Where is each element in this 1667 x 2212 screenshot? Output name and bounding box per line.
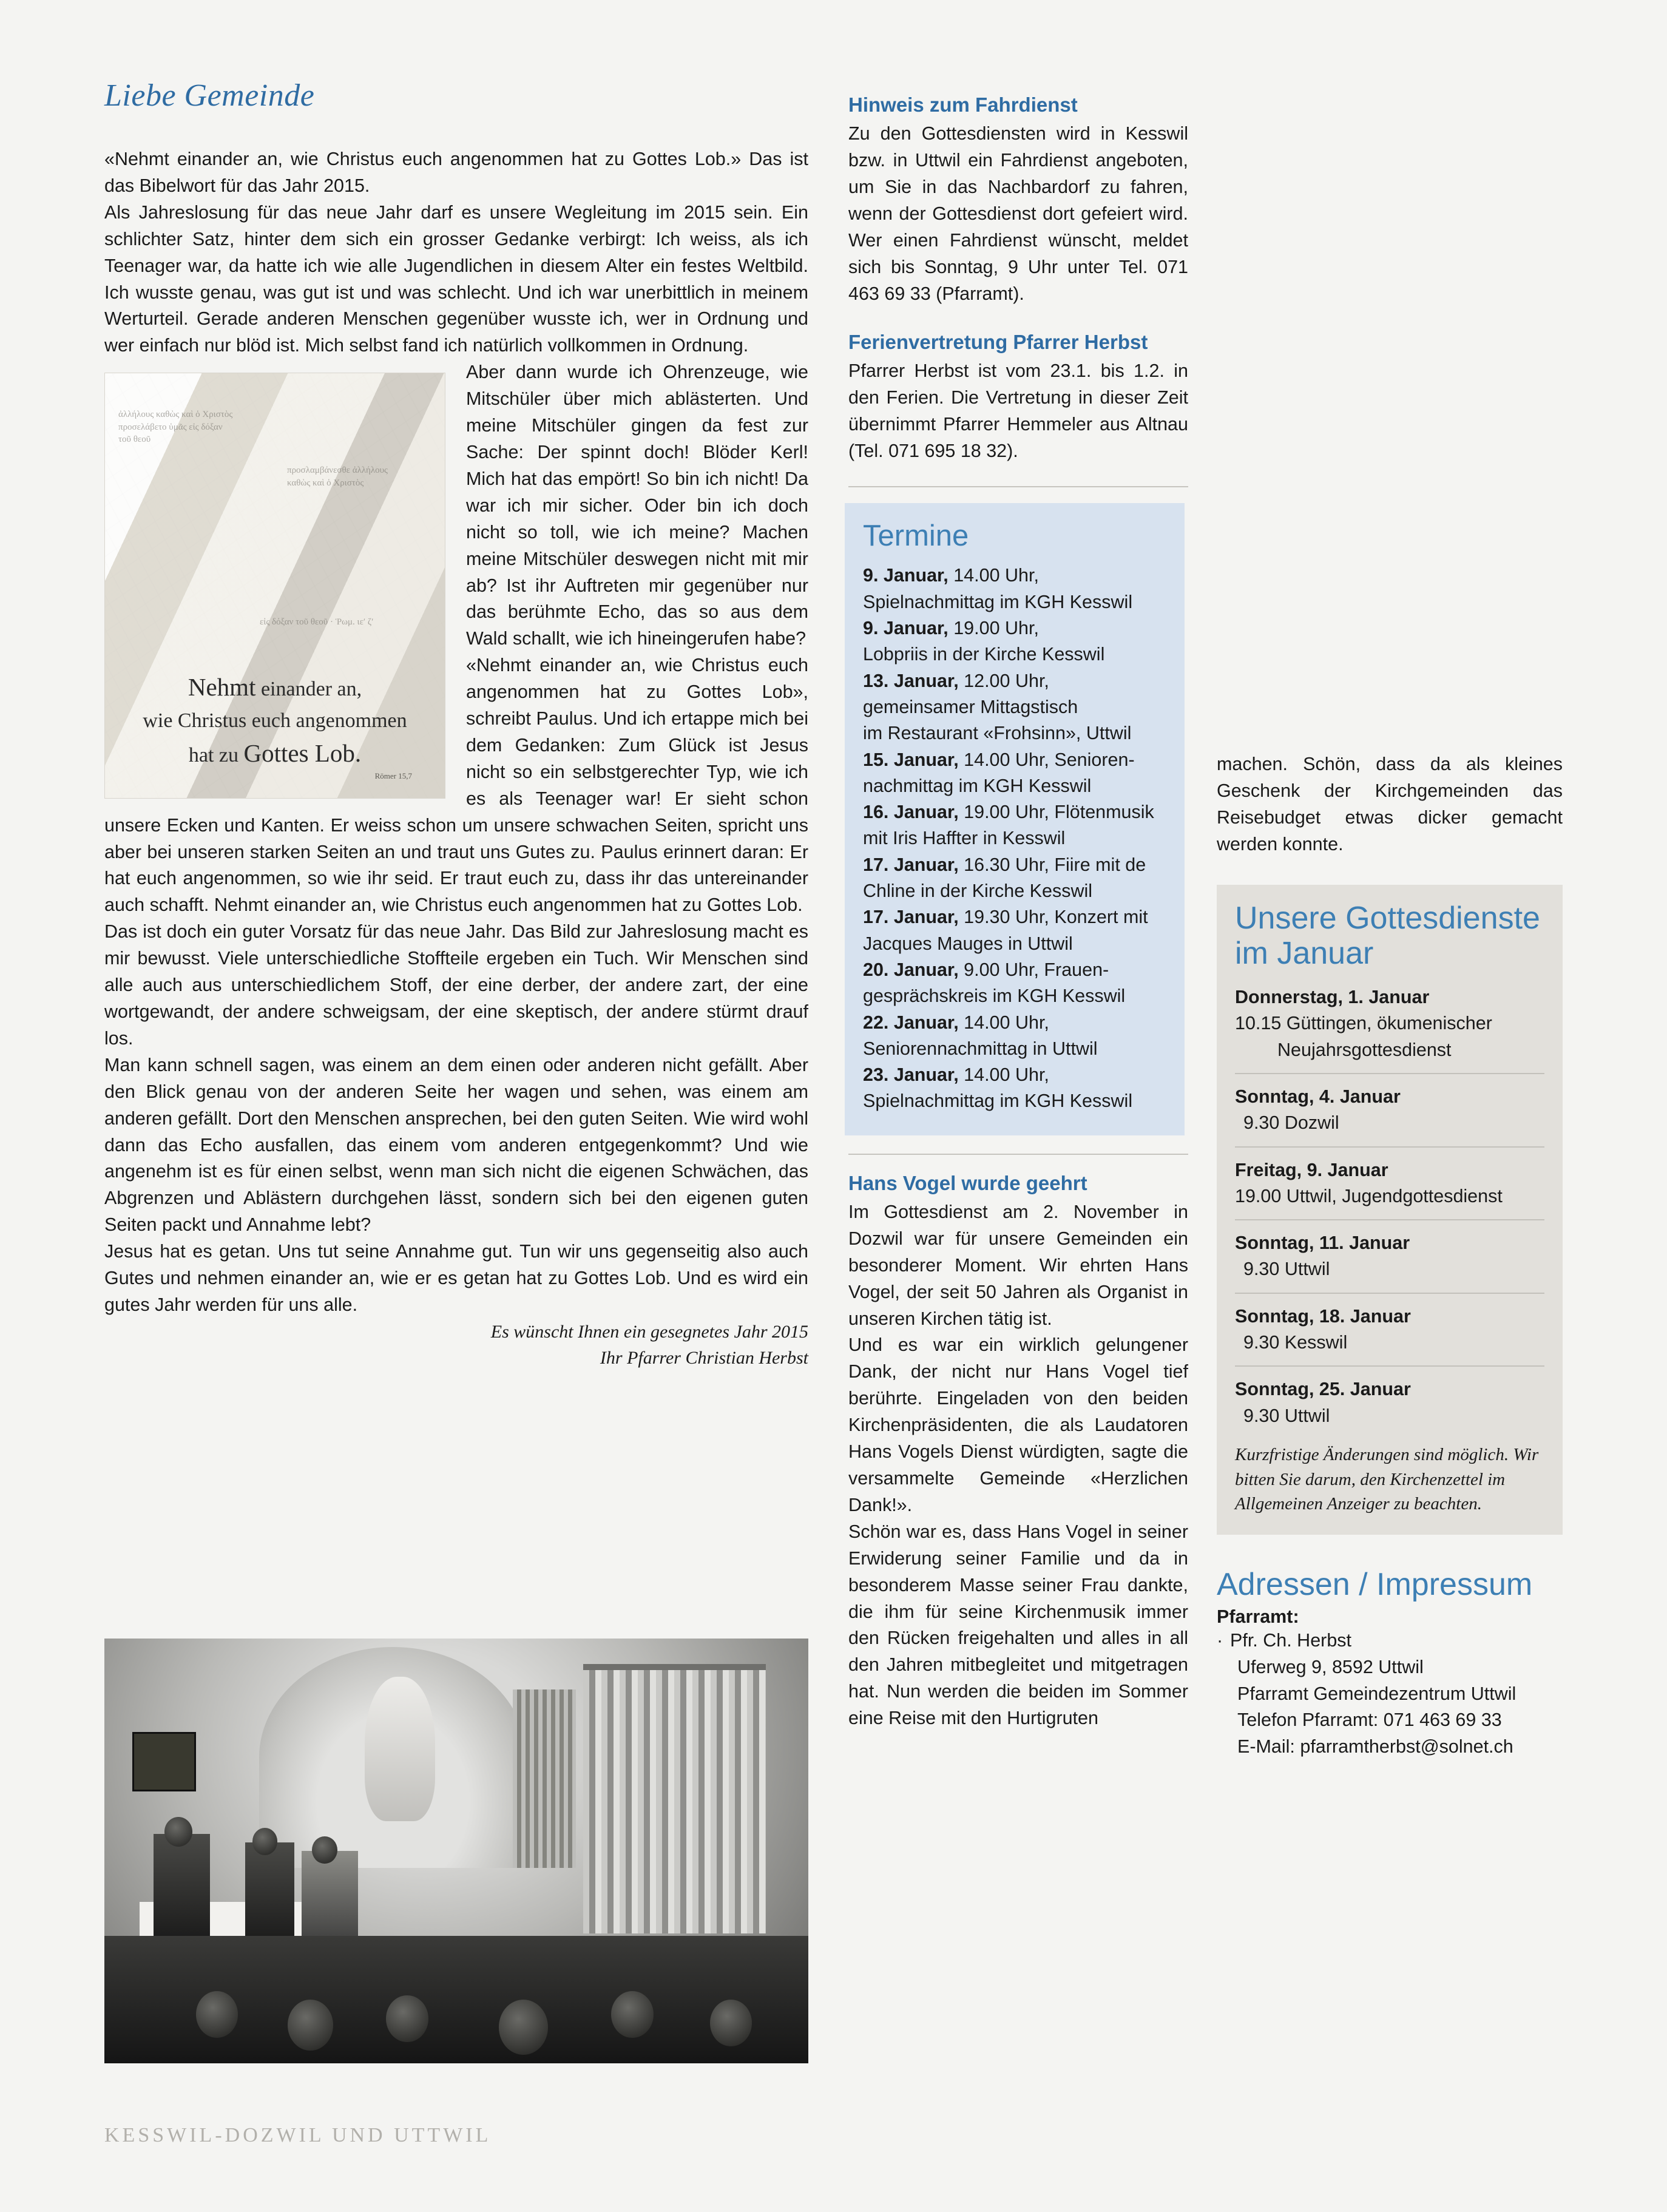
photo-audience-head-5 [611, 1991, 654, 2038]
termin-item [863, 747, 1166, 800]
termine-box [845, 503, 1185, 1135]
termin-rest: 12.00 Uhr, [958, 670, 1049, 691]
photo-audience-head-4 [499, 2000, 548, 2055]
jahreslosung-image [104, 373, 445, 799]
termin-line2: Spielnachmittag im KGH Kesswil [863, 1091, 1133, 1112]
termin-rest: 14.00 Uhr, [958, 1064, 1049, 1086]
bullet-icon: · [1217, 1629, 1223, 1651]
gottesdienst-divider [1235, 1365, 1544, 1367]
signature-block [104, 1319, 808, 1372]
termin-rest: 14.00 Uhr, [948, 565, 1039, 586]
termin-date: 23. Januar, [863, 1064, 959, 1086]
gottesdienste-heading-line2: im Januar [1235, 935, 1374, 971]
photo-audience-head-1 [196, 1991, 238, 2038]
right-column [1217, 751, 1563, 1760]
gottesdienst-divider [1235, 1219, 1544, 1220]
caption-word-nehmt: Nehmt [188, 673, 256, 702]
section-hans-vogel [848, 1171, 1188, 1732]
handwriting-detail: ἀλλήλους καθὼς καὶ ὁ Χριστὸς προσελάβετο ὑμᾶς εἰς δόξαν τοῦ θεοῦ [118, 410, 233, 444]
photo-organ-pipes-small [513, 1689, 576, 1868]
jahreslosung-caption [105, 669, 445, 771]
handwriting-detail-3: εἰς δόξαν τοῦ θεοῦ · Ῥωμ. ιε′ ζ′ [260, 617, 374, 627]
hansvogel-heading: Hans Vogel wurde geehrt [848, 1171, 1087, 1194]
gottesdienst-entry [1235, 1230, 1544, 1293]
left-column [104, 78, 808, 1372]
footer-brand: KESSWIL-DOZWIL UND UTTWIL [104, 2124, 492, 2146]
termin-rest: 19.30 Uhr, Konzert mit [958, 907, 1148, 928]
section-fahrdienst [848, 92, 1188, 308]
photo-kirche-ehrung [104, 1639, 808, 2063]
photo-christ-figure [365, 1677, 435, 1821]
gottesdienst-entry [1235, 984, 1544, 1073]
termin-rest: 14.00 Uhr, Senioren- [958, 749, 1135, 770]
termin-line2: gemeinsamer Mittagstisch [863, 696, 1078, 717]
article-continuation: machen. Schön, dass da als kleines Geschenk der Kirchgemeinden das Reisebudget etwas dicker gemacht werden konnte. [1217, 754, 1563, 854]
gottesdienst-date: Sonntag, 25. Januar [1235, 1379, 1411, 1400]
termin-date: 15. Januar, [863, 749, 959, 770]
hansvogel-p3: Schön war es, dass Hans Vogel in seiner Erwiderung seiner Familie und da in besonderem Masse seiner Frau dankte, die ihm für seine Kirchenmusik immer den Rücken freigehalten und alles in all den Jahren mitbegleitet und mitgetragen hat. Nun werden die beiden im Sommer eine Reise mit den Hurtigruten [848, 1521, 1188, 1729]
paragraph-5: Das ist doch ein guter Vorsatz für das neue Jahr. Das Bild zur Jahreslosung macht es mir bewusst. Viele unterschiedliche Stoffteile ergeben ein Tuch. Wir Menschen sind alle auch aus unterschiedlichem Stoff, der eine derber, der andere zart, der eine wortgewandt, der andere schweigsam, der eine skeptisch, der andere stürmt drauf los. [104, 921, 808, 1049]
ferienvertretung-text: Pfarrer Herbst ist vom 23.1. bis 1.2. in den Ferien. Die Vertretung in dieser Zeit übernimmt Pfarrer Hemmeler aus Altnau (Tel. 071 695 18 32). [848, 360, 1188, 461]
signature-wish: Es wünscht Ihnen ein gesegnetes Jahr 2015 [490, 1321, 808, 1342]
ferienvertretung-heading: Ferienvertretung Pfarrer Herbst [848, 330, 1148, 353]
gottesdienste-note: Kurzfristige Änderungen sind möglich. Wir bitten Sie darum, den Kirchenzettel im Allgemeinen Anzeiger zu beachten. [1235, 1444, 1539, 1514]
termin-item [863, 1062, 1166, 1115]
paragraph-3: Aber dann wurde ich Ohrenzeuge, wie Mitschüler über mich ablästerten. Und meine Mitschüler gingen da fest zur Sache: Der spinnt doch! Blöder Kerl! Mich hat das empört! So bin ich nicht! Da war ich mir sicher. Oder bin ich doch nicht so toll, wie ich meine? Machen meine Mitschüler deswegen nicht mit mir ab? Ist ihr Auftreten mir gegenüber nur das berühmte Echo, das so aus dem Wald schallt, wie ich hineingerufen habe? [466, 362, 808, 649]
gottesdienst-entry [1235, 1157, 1544, 1220]
caption-line-1-rest: einander an, [255, 678, 362, 701]
adressen-line: Pfarramt Gemeindezentrum Uttwil [1237, 1683, 1517, 1704]
page-title: Liebe Gemeinde [104, 78, 315, 113]
fahrdienst-heading: Hinweis zum Fahrdienst [848, 93, 1078, 116]
termin-date: 16. Januar, [863, 802, 959, 823]
paragraph-6: Man kann schnell sagen, was einem an dem einen oder anderen nicht gefällt. Aber den Blick genau von der anderen Seite her wagen und sehen, was einem am anderen gefällt. Dort den Menschen ansprechen, bei den guten Seiten. Wie wird wohl dann das Echo ausfallen, das einem vom anderen entgegenkommt? Und wie angenehm ist es für einen selbst, wenn man sich nicht die eigenen Schwächen, das Abgrenzen und Ablästern durchgehen lässt, sondern sich bei den eigenen guten Seiten packt und Annahme lebt? [104, 1054, 808, 1236]
termin-date: 17. Januar, [863, 907, 959, 928]
divider-2 [848, 1154, 1188, 1155]
termine-heading: Termine [863, 519, 969, 553]
termin-item [863, 615, 1166, 668]
termin-item [863, 799, 1166, 852]
photo-audience-head-2 [288, 2000, 333, 2051]
gottesdienste-heading-line1: Unsere Gottesdienste [1235, 900, 1540, 936]
gottesdienste-heading [1235, 901, 1544, 971]
gottesdienst-date: Sonntag, 11. Januar [1235, 1233, 1410, 1254]
photo-hymn-board [132, 1732, 195, 1791]
adressen-line-email[interactable]: E-Mail: pfarramtherbst@solnet.ch [1237, 1736, 1513, 1757]
gottesdienst-divider [1235, 1073, 1544, 1074]
photo-organ-pipes [583, 1664, 766, 1933]
gottesdienst-entry [1235, 1304, 1544, 1366]
termin-date: 20. Januar, [863, 959, 959, 980]
signature-name: Ihr Pfarrer Christian Herbst [600, 1348, 808, 1368]
termin-item [863, 563, 1166, 615]
photo-head-left [164, 1817, 192, 1847]
handwriting-detail-2: προσλαμβάνεσθε ἀλλήλους καθὼς καὶ ὁ Χριστὸς [287, 465, 388, 488]
gottesdienst-date: Donnerstag, 1. Januar [1235, 987, 1430, 1008]
termin-rest: 19.00 Uhr, [948, 618, 1039, 639]
caption-line-3a: hat zu [188, 743, 244, 766]
termin-rest: 16.30 Uhr, Fiire mit de [958, 854, 1146, 875]
gottesdienst-time-2: Neujahrsgottesdienst [1277, 1039, 1452, 1060]
fahrdienst-text: Zu den Gottesdiensten wird in Kesswil bzw. in Uttwil ein Fahrdienst angeboten, um Sie in das Nachbardorf zu fahren, wenn der Gottesdienst dort gefeiert wird. Wer einen Fahrdienst wünscht, meldet sich bis Sonntag, 9 Uhr unter Tel. 071 463 69 33 (Pfarramt). [848, 123, 1188, 304]
photo-audience-head-3 [386, 1995, 428, 2042]
termin-line2: Spielnachmittag im KGH Kesswil [863, 591, 1133, 612]
termin-item [863, 668, 1166, 747]
bible-reference: Römer 15,7 [374, 771, 412, 781]
gottesdienst-divider [1235, 1293, 1544, 1294]
adressen-line [1217, 1628, 1563, 1654]
lead-paragraph-1: «Nehmt einander an, wie Christus euch angenommen hat zu Gottes Lob.» Das ist das Bibelwort für das Jahr 2015. [104, 149, 808, 196]
adressen-impressum [1217, 1566, 1563, 1761]
hansvogel-p1: Im Gottesdienst am 2. November in Dozwil war für unsere Gemeinden ein besonderer Moment. Wir ehrten Hans Vogel, der seit 50 Jahren als Organist in unseren Kirchen tätig ist. [848, 1201, 1188, 1329]
gottesdienst-date: Sonntag, 18. Januar [1235, 1305, 1411, 1327]
termin-line2: gesprächskreis im KGH Kesswil [863, 986, 1126, 1007]
termin-line2: Lobpriis in der Kirche Kesswil [863, 644, 1105, 665]
paragraph-7: Jesus hat es getan. Uns tut seine Annahme gut. Tun wir uns gegenseitig also auch Gutes und nehmen einander an, wie er es getan hat zu Gottes Lob. Und es wird ein gutes Jahr werden für uns alle. [104, 1241, 808, 1315]
adressen-heading: Adressen / Impressum [1217, 1566, 1533, 1602]
gottesdienste-box [1217, 885, 1563, 1535]
gottesdienst-time: 9.30 Uttwil [1243, 1259, 1330, 1280]
gottesdienst-time: 19.00 Uttwil, Jugendgottesdienst [1235, 1185, 1503, 1206]
gottesdienst-date: Freitag, 9. Januar [1235, 1159, 1388, 1180]
termin-item [863, 1010, 1166, 1063]
gottesdienst-entry [1235, 1084, 1544, 1146]
gottesdienst-time: 9.30 Kesswil [1243, 1332, 1348, 1353]
adressen-line: Uferweg 9, 8592 Uttwil [1237, 1656, 1424, 1677]
termin-line2: mit Iris Haffter in Kesswil [863, 828, 1066, 849]
termin-date: 9. Januar, [863, 565, 948, 586]
termin-item [863, 957, 1166, 1010]
hansvogel-p2: Und es war ein wirklich gelungener Dank, der nicht nur Hans Vogel tief berührte. Eingeladen von den beiden Kirchenpräsidenten, die als Laudatoren Hans Vogels Dienst würdigten, sagte die versammelte Gemeinde «Herzlichen Dank!». [848, 1334, 1188, 1515]
lead-paragraph-2: Als Jahreslosung für das neue Jahr darf es unsere Wegleitung im 2015 sein. Ein schlichter Satz, hinter dem sich ein grosser Gedanke verbirgt: Ich weiss, als ich Teenager war, da hatte ich wie alle Jugendlichen in diesem Alter ein festes Weltbild. Ich wusste genau, was gut ist und was schlecht. Und ich war unerbittlich in meinem Werturteil. Gerade anderen Menschen gegenüber wusste ich, wer in Ordnung und wer einfach nur blöd ist. Mich selbst fand ich natürlich vollkommen in Ordnung. [104, 201, 808, 356]
gottesdienst-time: 9.30 Dozwil [1243, 1112, 1339, 1134]
gottesdienst-time: 10.15 Güttingen, ökumenischer [1235, 1013, 1492, 1034]
gottesdienst-divider [1235, 1146, 1544, 1148]
termin-date: 22. Januar, [863, 1012, 959, 1033]
divider-1 [848, 486, 1188, 487]
termin-line2: Chline in der Kirche Kesswil [863, 881, 1093, 902]
adressen-label: Pfarramt: [1217, 1606, 1299, 1627]
photo-head-honoree [312, 1836, 337, 1864]
termin-item [863, 904, 1166, 957]
gottesdienst-time: 9.30 Uttwil [1243, 1405, 1330, 1426]
paragraph-4: «Nehmt einander an, wie Christus euch angenommen hat zu Gottes Lob», schreibt Paulus. Und ich ertappe mich bei dem Gedanken: Zum Glück ist Jesus nicht so ein selbstgerechter Typ, wie ich es als Teenager war! Er sieht schon unsere Ecken und Kanten. Er weiss schon um unsere schwachen Seiten, spricht uns aber bei unseren starken Seiten an und traut uns Gutes zu. Paulus erinnert daran: Er hat euch angenommen, so wie ihr seid. Er traut euch zu, dass ihr das untereinander auch schafft. Nehmt einander an, wie Christus euch angenommen hat zu Gottes Lob. [104, 655, 808, 916]
termin-item [863, 852, 1166, 905]
middle-column [848, 92, 1188, 1754]
termin-line3: im Restaurant «Frohsinn», Uttwil [863, 723, 1132, 744]
caption-line-2: wie Christus euch angenommen [143, 709, 407, 732]
termin-line2: Seniorennachmittag in Uttwil [863, 1038, 1098, 1059]
termin-line2: nachmittag im KGH Kesswil [863, 775, 1092, 796]
termin-rest: 9.00 Uhr, Frauen- [958, 959, 1109, 980]
termin-rest: 14.00 Uhr, [958, 1012, 1049, 1033]
termin-date: 17. Januar, [863, 854, 959, 875]
adressen-line-text: Pfr. Ch. Herbst [1230, 1629, 1352, 1651]
termin-line2: Jacques Mauges in Uttwil [863, 933, 1073, 954]
caption-line-3b: Gottes Lob. [243, 739, 362, 767]
section-ferienvertretung [848, 330, 1188, 465]
termin-date: 13. Januar, [863, 670, 959, 691]
adressen-line: Telefon Pfarramt: 071 463 69 33 [1237, 1710, 1502, 1731]
photo-audience-head-6 [710, 2000, 752, 2046]
gottesdienst-date: Sonntag, 4. Januar [1235, 1086, 1401, 1107]
photo-head-center [252, 1828, 278, 1855]
gottesdienst-entry [1235, 1376, 1544, 1439]
termin-rest: 19.00 Uhr, Flötenmusik [958, 802, 1154, 823]
termin-date: 9. Januar, [863, 618, 948, 639]
